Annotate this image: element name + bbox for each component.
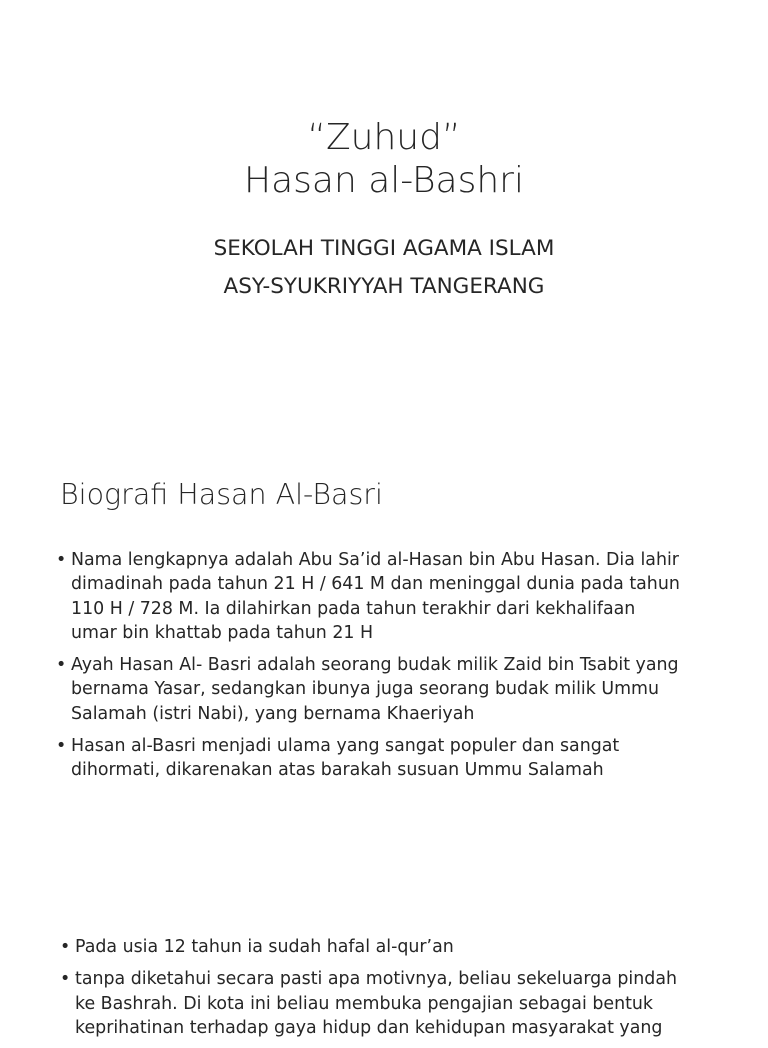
bullet-line: • Nama lengkapnya adalah Abu Sa’id al-Hasan bin Abu Hasan. Dia lahir [71, 550, 679, 570]
bullet-line: • tanpa diketahui secara pasti apa motivnya, beliau sekeluarga pindah [75, 969, 678, 990]
bullet-item [60, 967, 728, 1040]
title-slide [0, 0, 768, 430]
continuation-slide [0, 860, 768, 1038]
subtitle-line: SEKOLAH TINGGI AGAMA ISLAM [213, 236, 555, 261]
bullet-item [56, 734, 728, 783]
bullet-line: dimadinah pada tahun 21 H / 641 M dan meninggal dunia pada tahun [71, 574, 680, 595]
presentation-title [0, 116, 768, 202]
bullet-line: • Hasan al-Basri menjadi ulama yang sangat populer dan sangat [71, 736, 620, 757]
bullet-list [56, 548, 728, 791]
bullet-line: bernama Yasar, sedangkan ibunya juga seorang budak milik Ummu [71, 679, 659, 700]
bullet-line: keprihatinan terhadap gaya hidup dan kehidupan masyarakat yang [75, 1017, 663, 1038]
bullet-item [56, 548, 728, 645]
presentation-subtitle [0, 230, 768, 306]
bullet-line: Salamah (istri Nabi), yang bernama Khaeriyah [71, 703, 475, 724]
bullet-line: umar bin khattab pada tahun 21 H [71, 622, 374, 643]
slide-heading: Biografi Hasan Al-Basri [60, 478, 383, 511]
subtitle-line: ASY-SYUKRIYYAH TANGERANG [223, 274, 545, 299]
bullet-line: • Ayah Hasan Al- Basri adalah seorang budak milik Zaid bin Tsabit yang [71, 655, 679, 676]
bullet-item [56, 653, 728, 726]
biography-slide [0, 430, 768, 860]
bullet-line: • Pada usia 12 tahun ia sudah hafal al-qur’an [75, 937, 454, 957]
title-line: Hasan al-Bashri [244, 160, 524, 201]
bullet-item [60, 935, 728, 959]
bullet-line: dihormati, dikarenakan atas barakah susuan Ummu Salamah [71, 760, 604, 781]
bullet-list [60, 935, 728, 1048]
title-line: “Zuhud” [307, 117, 461, 158]
bullet-line: 110 H / 728 M. Ia dilahirkan pada tahun terakhir dari kekhalifaan [71, 598, 636, 619]
bullet-line: ke Bashrah. Di kota ini beliau membuka pengajian sebagai bentuk [75, 993, 653, 1014]
